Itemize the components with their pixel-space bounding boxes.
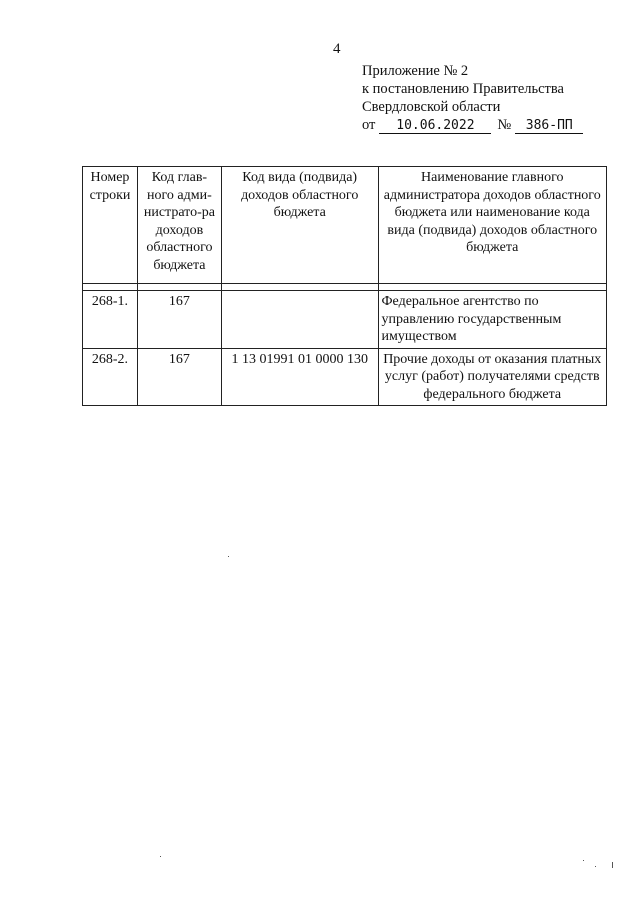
admin-code-cell: 167: [137, 348, 221, 406]
row-number-cell: 268-2.: [83, 348, 138, 406]
scan-speck: [583, 860, 584, 861]
page-number: 4: [333, 41, 341, 57]
scan-speck: [228, 556, 229, 557]
revenue-table: [82, 166, 607, 406]
revenue-code-cell: [221, 291, 378, 349]
table-spacer-row: [83, 284, 607, 291]
appendix-region-line: Свердловской области: [362, 99, 501, 115]
name-cell: Федеральное агентство по управлению государственным имуществом: [378, 291, 607, 349]
table-row: [83, 348, 607, 406]
name-cell: Прочие доходы от оказания платных услуг (работ) получателями средств федерального бюджета: [378, 348, 607, 406]
spacer-cell: [378, 284, 607, 291]
resolution-date: 10.06.2022: [379, 118, 491, 134]
revenue-code-cell: 1 13 01991 01 0000 130: [221, 348, 378, 406]
date-prefix: от: [362, 117, 376, 133]
scan-speck: [595, 866, 596, 867]
row-number-cell: 268-1.: [83, 291, 138, 349]
spacer-cell: [137, 284, 221, 291]
header-row-number: Номер строки: [83, 167, 138, 284]
header-admin-code: Код глав-ного адми-нистрато-ра доходов областного бюджета: [137, 167, 221, 284]
scan-speck: [612, 862, 613, 868]
admin-code-cell: 167: [137, 291, 221, 349]
table-header-row: [83, 167, 607, 284]
table-row: [83, 291, 607, 349]
header-revenue-code: Код вида (подвида) доходов областного бюджета: [221, 167, 378, 284]
appendix-resolution-line: к постановлению Правительства: [362, 81, 564, 97]
resolution-number: 386-ПП: [515, 118, 583, 134]
header-name: Наименование главного администратора доходов областного бюджета или наименование кода вида (подвида) доходов областного бюджета: [378, 167, 607, 284]
spacer-cell: [83, 284, 138, 291]
appendix-title: Приложение № 2: [362, 63, 469, 79]
spacer-cell: [221, 284, 378, 291]
scan-speck: [160, 856, 161, 857]
appendix-date-line: [362, 116, 583, 134]
appendix-header: [362, 62, 583, 134]
number-sign: №: [497, 117, 512, 133]
